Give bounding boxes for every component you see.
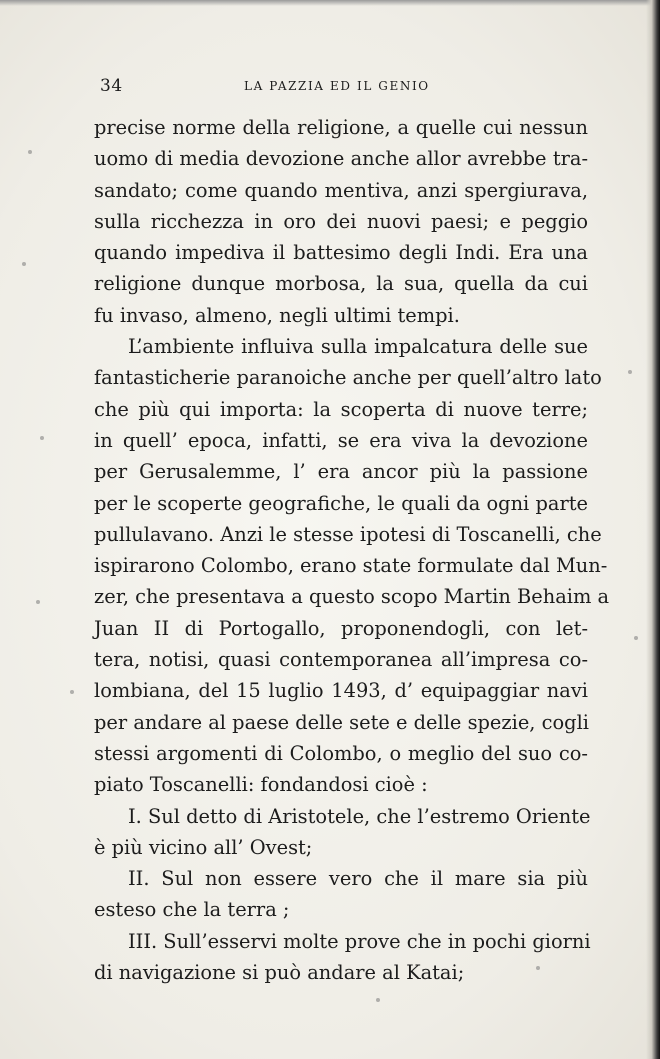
scan-speck: [628, 370, 632, 374]
page-header: [100, 76, 592, 100]
text-line: sandato; come quando mentiva, anzi spergiurava,: [94, 178, 588, 202]
text-line: di navigazione si può andare al Katai;: [94, 961, 465, 985]
text-line: è più vicino all’ Ovest;: [94, 835, 313, 859]
scan-speck: [536, 966, 540, 970]
text-line: per andare al paese delle sete e delle spezie, cogli: [94, 710, 589, 734]
scan-speck: [40, 436, 44, 440]
text-line: L’ambiente influiva sulla impalcatura delle sue: [128, 335, 588, 359]
text-line: fantasticherie paranoiche anche per quell’altro lato: [94, 366, 602, 390]
text-line: piato Toscanelli: fondandosi cioè :: [94, 773, 428, 797]
scan-speck: [70, 690, 74, 694]
text-line: per Gerusalemme, l’ era ancor più la passione: [94, 460, 588, 484]
text-line: religione dunque morbosa, la sua, quella da cui: [94, 272, 588, 296]
page-binding-edge: [646, 0, 660, 1059]
text-line: uomo di media devozione anche allor avrebbe tra-: [94, 147, 588, 171]
text-line: quando impediva il battesimo degli Indi. Era una: [94, 241, 588, 265]
text-line: in quell’ epoca, infatti, se era viva la devozione: [94, 428, 588, 452]
page-number: 34: [100, 76, 123, 96]
text-line: fu invaso, almeno, negli ultimi tempi.: [94, 303, 460, 327]
scan-speck: [28, 150, 32, 154]
text-line: esteso che la terra ;: [94, 898, 290, 922]
scan-speck: [22, 262, 26, 266]
text-line: precise norme della religione, a quelle cui nessun: [94, 116, 588, 139]
list-item: III. Sull’esservi molte prove che in pochi giorni: [128, 929, 591, 953]
page-top-edge-shadow: [0, 0, 660, 6]
text-line: stessi argomenti di Colombo, o meglio del suo co-: [94, 741, 588, 765]
list-item: II. Sul non essere vero che il mare sia più: [128, 867, 588, 891]
text-line: che più qui importa: la scoperta di nuove terre;: [94, 397, 588, 421]
list-item: I. Sul detto di Aristotele, che l’estremo Oriente: [128, 804, 591, 828]
scan-speck: [634, 636, 638, 640]
body-text: [94, 112, 610, 988]
scan-speck: [36, 600, 40, 604]
text-line: pullulavano. Anzi le stesse ipotesi di Toscanelli, che: [94, 522, 602, 546]
text-line: zer, che presentava a questo scopo Martin Behaim a: [94, 585, 610, 609]
text-line: sulla ricchezza in oro dei nuovi paesi; e peggio: [94, 209, 588, 233]
text-line: tera, notisi, quasi contemporanea all’impresa co-: [94, 648, 588, 672]
scan-speck: [376, 998, 380, 1002]
running-title: LA PAZZIA ED IL GENIO: [244, 79, 430, 93]
text-line: lombiana, del 15 luglio 1493, d’ equipaggiar navi: [94, 679, 588, 703]
text-line: per le scoperte geografiche, le quali da ogni parte: [94, 491, 588, 515]
text-line: Juan II di Portogallo, proponendogli, con let-: [94, 616, 588, 640]
text-line: ispirarono Colombo, erano state formulate dal Mun-: [94, 554, 608, 578]
